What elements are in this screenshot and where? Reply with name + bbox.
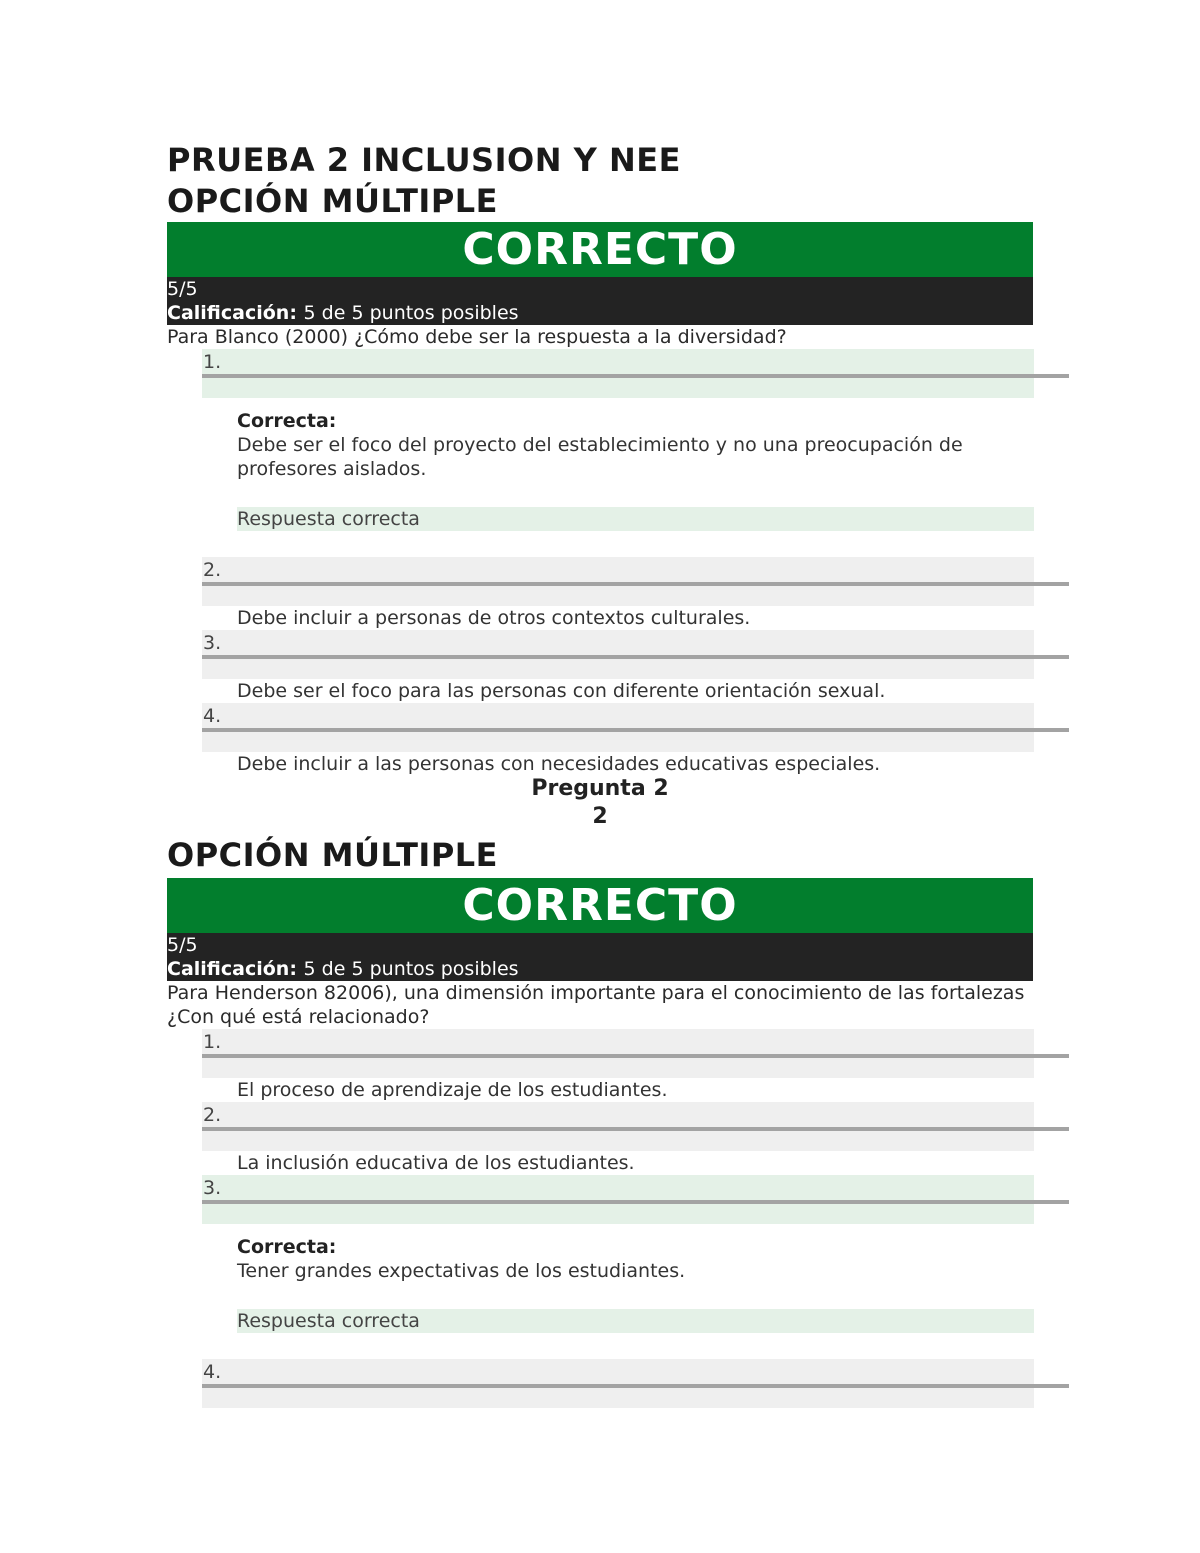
question-number: 2: [592, 804, 608, 829]
section-title: OPCIÓN MÚLTIPLE: [167, 836, 499, 874]
option-number: 2.: [203, 559, 222, 581]
option-text: Debe incluir a personas de otros contextos culturales.: [237, 607, 751, 629]
feedback-correct: Respuesta correcta: [237, 1309, 1034, 1333]
document-page: [167, 140, 1033, 1408]
score-value: 5/5: [167, 278, 198, 300]
option-item[interactable]: [202, 703, 1033, 776]
grade-value: 5 de 5 puntos posibles: [303, 958, 519, 980]
correct-label: Correcta:: [237, 1236, 337, 1258]
option-number: 4.: [203, 705, 222, 727]
option-text: La inclusión educativa de los estudiantes.: [237, 1152, 635, 1174]
option-divider: [202, 728, 1069, 732]
option-item[interactable]: [202, 630, 1033, 703]
grade-label: Calificación:: [167, 302, 297, 324]
grade-line: [167, 301, 1033, 325]
option-item[interactable]: [202, 1029, 1033, 1102]
option-divider: [202, 1384, 1069, 1388]
feedback-correct: Respuesta correcta: [237, 507, 1034, 531]
option-text: Debe incluir a las personas con necesidades educativas especiales.: [237, 753, 881, 775]
correct-banner: CORRECTO: [167, 222, 1033, 277]
grade-line: [167, 957, 1033, 981]
option-divider: [202, 374, 1069, 378]
option-divider: [202, 655, 1069, 659]
correct-banner: CORRECTO: [167, 878, 1033, 933]
option-number: 4.: [203, 1361, 222, 1383]
option-number: 3.: [203, 1177, 222, 1199]
option-number: 2.: [203, 1104, 222, 1126]
option-number: 1.: [203, 1031, 222, 1053]
score-bar: [167, 277, 1033, 325]
option-item[interactable]: [202, 557, 1033, 630]
section-title: OPCIÓN MÚLTIPLE: [167, 182, 499, 220]
option-item[interactable]: [202, 349, 1033, 557]
option-item[interactable]: [202, 1175, 1033, 1359]
option-text: Tener grandes expectativas de los estudiantes.: [237, 1260, 686, 1282]
correct-label: Correcta:: [237, 410, 337, 432]
option-divider: [202, 1054, 1069, 1058]
option-divider: [202, 1200, 1069, 1204]
grade-label: Calificación:: [167, 958, 297, 980]
score-value: 5/5: [167, 934, 198, 956]
option-text: Debe ser el foco para las personas con diferente orientación sexual.: [237, 680, 886, 702]
option-number: 3.: [203, 632, 222, 654]
grade-value: 5 de 5 puntos posibles: [303, 302, 519, 324]
document-title: PRUEBA 2 INCLUSION Y NEE: [167, 141, 681, 179]
question-label: Pregunta 2: [531, 776, 669, 801]
option-text: Debe ser el foco del proyecto del establecimiento y no una preocupación de profesores aislados.: [237, 434, 963, 480]
option-divider: [202, 582, 1069, 586]
option-item[interactable]: [202, 1359, 1033, 1408]
question-text: Para Blanco (2000) ¿Cómo debe ser la respuesta a la diversidad?: [167, 326, 787, 348]
option-number: 1.: [203, 351, 222, 373]
option-divider: [202, 1127, 1069, 1131]
option-item[interactable]: [202, 1102, 1033, 1175]
option-text: El proceso de aprendizaje de los estudiantes.: [237, 1079, 668, 1101]
score-bar: [167, 933, 1033, 981]
question-text: Para Henderson 82006), una dimensión importante para el conocimiento de las fortalezas ¿Con qué está relacionado?: [167, 982, 1025, 1028]
